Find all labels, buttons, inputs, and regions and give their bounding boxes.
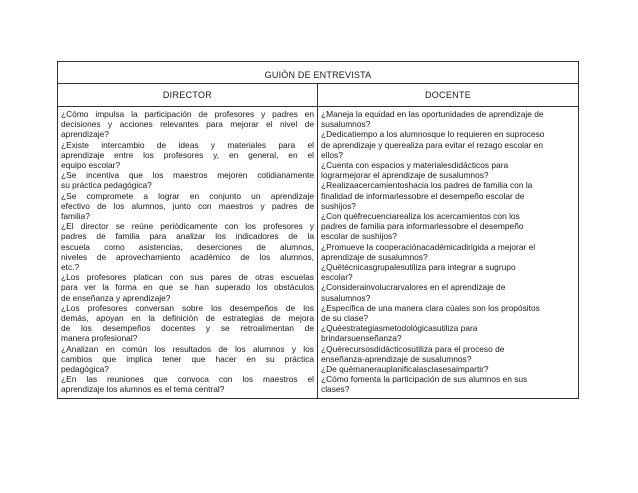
header-director: DIRECTOR <box>58 84 318 106</box>
director-question-line: ¿En las reuniones que convoca con los maestros el <box>61 374 314 385</box>
docente-question-line: escolar? <box>321 272 353 283</box>
director-question-line: niveles de aprovechamiento académico de los alumnos, <box>61 251 314 262</box>
director-question-line: ¿Cómo impulsa la participación de profesores y padres en <box>61 109 314 119</box>
director-question-line: para ver la forma en que se han superado los obstáculos <box>61 282 314 293</box>
docente-question-line: ¿Promueve la cooperaciónacadémicadirigida a mejorar el <box>321 241 536 252</box>
director-question-line: ¿Analizan en común los resultados de los alumnos y los <box>61 343 314 354</box>
column-headers <box>58 84 578 107</box>
director-question-line: familia? <box>61 211 90 222</box>
table-title-text: GUIÓN DE ENTREVISTA <box>264 70 372 80</box>
docente-question-line: ¿Quétécnicasgrupalesutiliza para integrar a sugrupo <box>321 262 516 273</box>
director-question-line: decisiones y acciones relevantes para mejorar el nivel de <box>61 119 314 130</box>
director-question-line: manera profesional? <box>61 333 138 344</box>
docente-question-line: ellos? <box>321 149 343 160</box>
director-question-line: escuela como asistencias, deserciones de alumnos, <box>61 241 314 252</box>
director-question-line: de enseñanza y aprendizaje? <box>61 292 171 303</box>
director-question-line: aprendizaje entre los profesores y, en general, en el <box>61 149 314 160</box>
docente-questions <box>318 107 578 398</box>
docente-question-line: de aprendizaje y querealiza para evitar el rezago escolar en <box>321 139 544 150</box>
director-questions <box>58 107 318 398</box>
docente-question-line: finalidad de informarlessobre el desempeño escolar de <box>321 190 525 201</box>
docente-question-line: ¿Dedicatiempo a los alumnosque lo requieren en suproceso <box>321 129 545 140</box>
docente-question-line: enseñanza-aprendizaje de susalumnos? <box>321 353 472 364</box>
docente-question-line: de su clase? <box>321 313 369 324</box>
director-question-line: aprendizaje los alumnos es el tema central? <box>61 384 225 395</box>
docente-question-line: ¿Quérecursosdidácticosutiliza para el proceso de <box>321 343 505 354</box>
docente-question-line: ¿Considerainvolucrarvalores en el aprendizaje de <box>321 282 506 293</box>
director-question-line: aprendizaje? <box>61 129 109 140</box>
docente-question-line: ¿Realizaacercamientoshacia los padres de familia con la <box>321 180 533 191</box>
director-question-line: ¿El director se reúne periódicamente con los profesores y <box>61 221 314 232</box>
docente-question-line: aprendizaje de susalumnos? <box>321 251 428 262</box>
docente-question-line: susalumnos? <box>321 119 371 130</box>
director-question-line: ¿Se incentiva que los maestros mejoren cotidianamente <box>61 170 314 181</box>
director-question-line: ¿Los profesores conversan sobre los desempeños de los <box>61 302 314 313</box>
director-question-line: equipo escolar? <box>61 160 121 171</box>
table-title <box>58 62 578 84</box>
director-question-line: de los desempeños docentes y se retroalimentan de <box>61 323 314 334</box>
header-docente: DOCENTE <box>424 90 472 100</box>
director-question-line: ¿Se compromete a lograr en conjunto un aprendizaje <box>61 190 314 201</box>
docente-question-line: ¿Con quéfrecuenciarealiza los acercamientos con los <box>321 211 520 222</box>
docente-question-line: ¿Maneja la equidad en las oportunidades de aprendizaje de <box>321 109 544 119</box>
docente-question-line: padres de familia para informarlessobre el desempeño <box>321 221 524 232</box>
director-question-line: ¿Existe intercambio de ideas y materiales para el <box>61 139 314 150</box>
docente-question-line: escolar de sushijos? <box>321 231 397 242</box>
director-question-line: su práctica pedagógica? <box>61 180 152 191</box>
interview-guide-table <box>57 61 579 399</box>
director-question-line: demás, apoyan en la definición de estrategias de mejora <box>61 313 314 324</box>
docente-question-line: clases? <box>321 384 350 395</box>
director-question-line: ¿Los profesores platican con sus pares de otras escuelas <box>61 272 314 283</box>
docente-question-line: brindarsuenseñanza? <box>321 333 402 344</box>
director-question-line: pedagógica? <box>61 364 109 375</box>
docente-question-line: sushijos? <box>321 200 356 211</box>
docente-question-line: lograrmejorar el aprendizaje de susalumnos? <box>321 170 489 181</box>
docente-question-line: ¿Cuenta con espacios y materialesdidácticos para <box>321 160 509 171</box>
docente-question-line: susalumnos? <box>321 292 371 303</box>
director-question-line: etc.? <box>61 262 80 273</box>
docente-question-line: ¿Quéestrategiasmetodológicasutiliza para <box>321 323 478 334</box>
director-question-line: efectivo de los alumnos, junto con maestros y padres de <box>61 200 314 211</box>
docente-question-line: ¿Cómo fomenta la participación de sus alumnos en sus <box>321 374 528 385</box>
docente-question-line: ¿De quémanerauplanificalasclasesaimpartir? <box>321 364 489 375</box>
director-question-line: padres de familia para analizar los indicadores de la <box>61 231 314 242</box>
docente-question-line: ¿Especifica de una manera clara cúales son los propósitos <box>321 302 540 313</box>
questions-row <box>58 107 578 398</box>
director-question-line: cambios que implica tener que hacer en su práctica <box>61 353 314 364</box>
